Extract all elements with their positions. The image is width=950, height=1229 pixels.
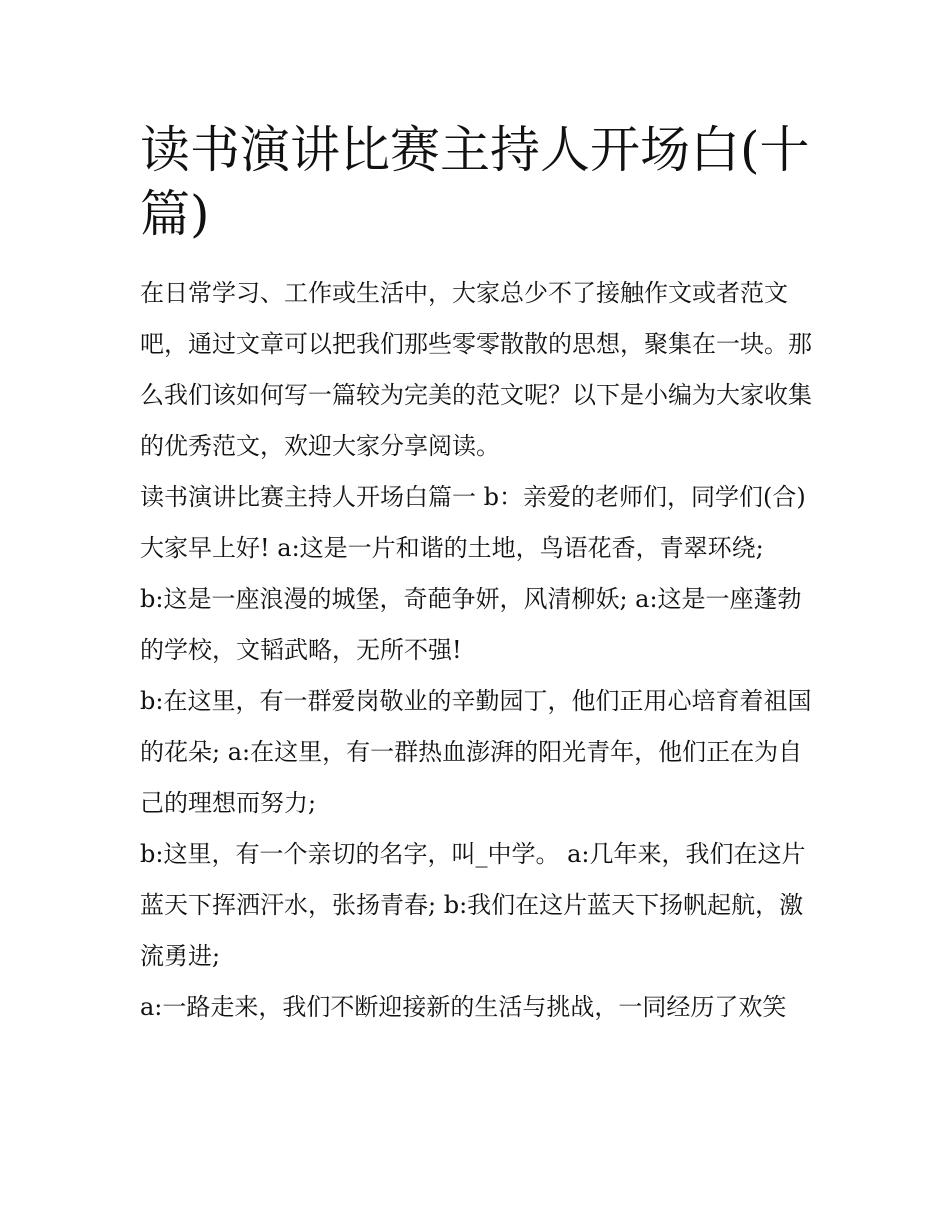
document-title: 读书演讲比赛主持人开场白(十篇) [140, 121, 810, 243]
document-content [140, 118, 812, 1033]
body-paragraph-4: b:这里，有一个亲切的名字，叫_中学。 a:几年来，我们在这片蓝天下挥洒汗水，张扬青春; b:我们在这片蓝天下扬帆起航，激流勇进; [140, 840, 806, 970]
body-paragraph-2: b:这是一座浪漫的城堡，奇葩争妍，风清柳妖; a:这是一座蓬勃的学校，文韬武略，无所不强! [140, 585, 802, 664]
body-paragraph-1: 读书演讲比赛主持人开场白篇一 b：亲爱的老师们，同学们(合)大家早上好! a:这是一片和谐的土地，鸟语花香，青翠环绕; [140, 483, 806, 562]
body-paragraph-5: a:一路走来，我们不断迎接新的生活与挑战，一同经历了欢笑 [140, 993, 787, 1021]
intro-paragraph: 在日常学习、工作或生活中，大家总少不了接触作文或者范文吧，通过文章可以把我们那些零零散散的思想，聚集在一块。那么我们该如何写一篇较为完美的范文呢？以下是小编为大家收集的优秀范文，欢迎大家分享阅读。 [140, 279, 812, 460]
body-paragraph-3: b:在这里，有一群爱岗敬业的辛勤园丁，他们正用心培育着祖国的花朵; a:在这里，有一群热血澎湃的阳光青年，他们正在为自己的理想而努力; [140, 687, 812, 817]
